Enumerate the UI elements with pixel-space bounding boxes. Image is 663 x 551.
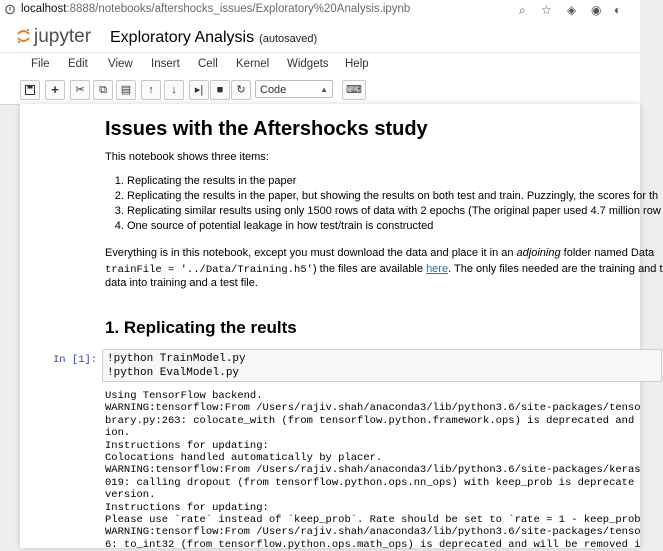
menu-bar bbox=[0, 52, 640, 78]
extension-icon[interactable]: ◈ bbox=[567, 3, 577, 17]
output-line: 019: calling dropout (from tensorflow.python.ops.nn_ops) with keep_prob is deprecate bbox=[105, 476, 635, 489]
url-host: localhost bbox=[21, 3, 67, 15]
menu-file[interactable]: File bbox=[31, 58, 50, 70]
output-line: WARNING:tensorflow:From /Users/rajiv.shah/anaconda3/lib/python3.6/site-packages/keras bbox=[105, 464, 641, 477]
lock-icon[interactable] bbox=[5, 4, 15, 15]
notebook-title[interactable] bbox=[110, 29, 317, 47]
move-up-button[interactable] bbox=[141, 80, 161, 100]
url-text[interactable] bbox=[21, 3, 410, 15]
code-line: !python EvalModel.py bbox=[107, 367, 240, 379]
arrow-up-icon: ↑ bbox=[148, 84, 154, 96]
output-line: WARNING:tensorflow:From /Users/rajiv.shah/anaconda3/lib/python3.6/site-packages/tenso bbox=[105, 526, 641, 539]
paste-button[interactable] bbox=[116, 80, 136, 100]
save-button[interactable] bbox=[20, 80, 40, 100]
list-item: 4. One source of potential leakage in how test/train is constructed bbox=[127, 219, 661, 234]
output-line: Using TensorFlow backend. bbox=[105, 390, 263, 402]
save-icon bbox=[25, 85, 35, 95]
restart-button[interactable] bbox=[231, 80, 251, 100]
notebook-page bbox=[20, 104, 663, 551]
menu-view[interactable]: View bbox=[108, 58, 133, 70]
list-item: 3. Replicating similar results using only 1500 rows of data with 2 epochs (The original paper used 4.7 million row bbox=[127, 204, 661, 219]
paragraph-text: ) the files are available bbox=[312, 263, 427, 275]
paragraph-text: folder named Data bbox=[560, 247, 655, 259]
output-line: Instructions for updating: bbox=[105, 439, 269, 452]
paste-icon: ▤ bbox=[120, 84, 132, 96]
output-line: version. bbox=[105, 489, 156, 502]
jupyter-header bbox=[0, 20, 640, 52]
stop-button[interactable] bbox=[210, 80, 230, 100]
paragraph-emphasis: adjoining bbox=[516, 247, 561, 259]
run-button[interactable] bbox=[189, 80, 209, 100]
browser-url-bar[interactable] bbox=[0, 0, 640, 21]
section-heading: 1. Replicating the reults bbox=[105, 318, 297, 337]
move-down-button[interactable] bbox=[164, 80, 184, 100]
output-line: 6: to_int32 (from tensorflow.python.ops.math_ops) is deprecated and will be removed i bbox=[105, 538, 641, 551]
code-line: !python TrainModel.py bbox=[107, 353, 246, 365]
intro-text: This notebook shows three items: bbox=[105, 151, 269, 163]
output-line: ion. bbox=[105, 427, 131, 440]
data-paragraph-line bbox=[105, 263, 663, 276]
output-line: Colocations handled automatically by placer. bbox=[105, 452, 383, 465]
extension-icon[interactable]: ◐ bbox=[614, 3, 622, 17]
cut-button[interactable] bbox=[70, 80, 90, 100]
run-icon: ▸| bbox=[194, 84, 204, 96]
notebook-heading: Issues with the Aftershocks study bbox=[105, 118, 428, 140]
extension-icon[interactable]: ◉ bbox=[591, 3, 602, 17]
menu-cell[interactable]: Cell bbox=[198, 58, 218, 70]
output-line: Instructions for updating: bbox=[105, 501, 269, 514]
plus-icon: + bbox=[51, 82, 59, 97]
list-item: 1. Replicating the results in the paper bbox=[127, 174, 661, 189]
zoom-icon[interactable]: ⌕ bbox=[519, 3, 526, 17]
items-list bbox=[105, 174, 661, 234]
autosave-status: (autosaved) bbox=[259, 33, 318, 45]
paragraph-text: . The only files needed are the training and t bbox=[448, 263, 663, 275]
output-line: WARNING:tensorflow:From /Users/rajiv.shah/anaconda3/lib/python3.6/site-packages/tenso bbox=[105, 402, 641, 415]
restart-icon: ↻ bbox=[236, 84, 246, 96]
jupyter-logo-text: jupyter bbox=[34, 26, 92, 47]
notebook-toolbar bbox=[0, 77, 640, 105]
cell-prompt: In [1]: bbox=[53, 354, 98, 366]
cut-icon: ✂ bbox=[75, 84, 85, 96]
menu-edit[interactable]: Edit bbox=[68, 58, 88, 70]
paragraph-text: Everything is in this notebook, except you must download the data and place it in an bbox=[105, 247, 517, 259]
chevron-down-icon: ▲ bbox=[320, 85, 328, 94]
arrow-down-icon: ↓ bbox=[171, 84, 177, 96]
data-paragraph-line: data into training and a test file. bbox=[105, 277, 258, 289]
menu-help[interactable]: Help bbox=[345, 58, 369, 70]
copy-icon: ⧉ bbox=[99, 84, 107, 96]
stop-icon: ■ bbox=[216, 84, 224, 96]
command-palette-button[interactable] bbox=[342, 80, 366, 100]
data-link[interactable]: here bbox=[426, 263, 449, 275]
code-cell-input[interactable] bbox=[102, 349, 662, 382]
notebook-name[interactable]: Exploratory Analysis bbox=[110, 29, 255, 46]
menu-kernel[interactable]: Kernel bbox=[236, 58, 270, 70]
jupyter-logo[interactable] bbox=[17, 26, 91, 48]
keyboard-icon: ⌨ bbox=[346, 84, 362, 96]
url-path: :8888/notebooks/aftershocks_issues/Exploratory%20Analysis.ipynb bbox=[66, 3, 411, 15]
output-line: Please use `rate` instead of `keep_prob`. Rate should be set to `rate = 1 - keep_prob bbox=[105, 514, 641, 527]
data-paragraph-line bbox=[105, 247, 654, 259]
copy-button[interactable] bbox=[93, 80, 113, 100]
insert-cell-button[interactable] bbox=[45, 80, 65, 100]
menu-widgets[interactable]: Widgets bbox=[287, 58, 329, 70]
output-line: brary.py:263: colocate_with (from tensorflow.python.framework.ops) is deprecated and bbox=[105, 414, 635, 427]
menu-insert[interactable]: Insert bbox=[151, 58, 180, 70]
cell-output bbox=[105, 390, 641, 551]
star-icon[interactable]: ☆ bbox=[541, 3, 552, 17]
inline-code: trainFile = '../Data/Training.h5' bbox=[105, 264, 313, 276]
jupyter-logo-icon bbox=[17, 28, 30, 44]
cell-type-select[interactable] bbox=[255, 80, 333, 98]
list-item: 2. Replicating the results in the paper, but showing the results on both test and train. Puzzingly, the scores for th bbox=[127, 189, 661, 204]
cell-type-value: Code bbox=[260, 84, 287, 96]
